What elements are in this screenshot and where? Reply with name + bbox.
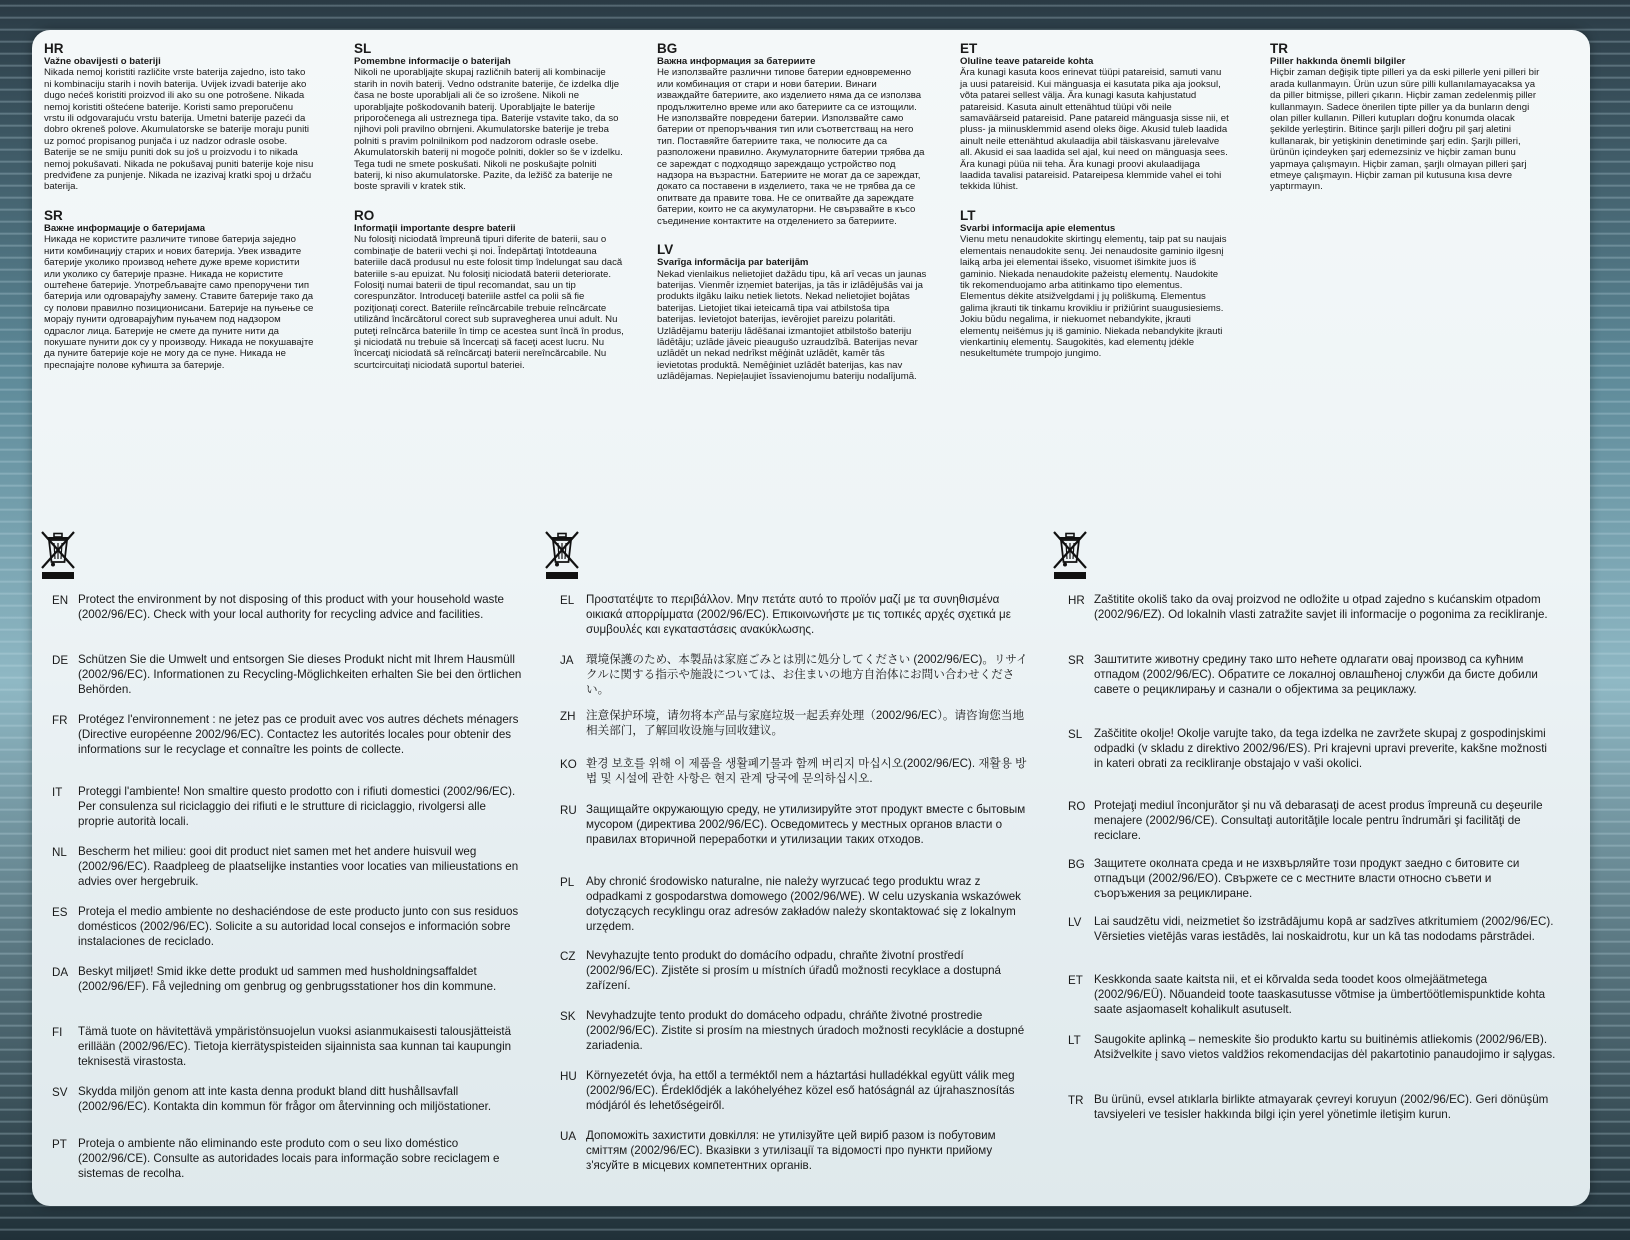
battery-column-5 (1270, 42, 1540, 209)
recycling-text: Saugokite aplinką – nemeskite šio produkto kartu su buitinėmis atliekomis (2002/96/EB). Atsižvelkite į savo vietos valdžios rekomendacijas dėl pakartotinio panaudojimo ir sąlygas. (1094, 1033, 1556, 1061)
recycling-row-nl (52, 844, 522, 904)
battery-text: Nekad vienlaikus nelietojiet dažādu tipu, kā arī vecas un jaunas baterijas. Vienmēr izņemiet baterijas, ja tās ir izlādējušās vai ja produkts ilgāku laiku netiek lietots. Nekad nelietojiet bojātas baterijas. Lietojiet tikai ieteicamā tipa vai atbilstoša tipa baterijas. Ievietojot baterijas, ievērojiet pareizu polaritāti. Uzlādējamu bateriju lādēšanai izmantojiet atbilstošo bateriju lādētāju; uzlāde jāveic pieaugušo uzraudzībā. Baterijas nevar uzlādēt un nekad nedrīkst mēģināt uzlādēt, kamēr tās ievietotas produktā. Nemēģiniet uzlādēt baterijas, kas nav uzlādējamas. Nepieļaujiet īssavienojumu bateriju nodalījumā. (657, 268, 927, 383)
language-code: HU (560, 1070, 577, 1083)
recycling-row-ru (560, 802, 1030, 874)
recycling-row-hu (560, 1068, 1030, 1128)
battery-block-tr (1270, 42, 1540, 193)
battery-text: Nu folosiţi niciodată împreună tipuri diferite de baterii, sau o combinaţie de baterii vechi şi noi. Îndepărtaţi întotdeauna bateriile dacă produsul nu este folosit timp îndelungat sau dacă bateriile s-au epuizat. Nu folosiţi niciodată baterii deteriorate. Folosiţi numai baterii de tipul recomandat, sau un tip corespunzător. Introduceţi bateriile astfel ca polii să fie poziţionaţi corect. Bateriile reîncărcabile trebuie reîncărcate utilizând încărcătorul corect sub supravegherea unui adult. Nu puteţi reîncărca bateriile în timp ce acestea sunt încă în produs, şi niciodată nu trebuie să încercaţi să faceţi acest lucru. Nu încercaţi niciodată să reîncărcaţi baterii nereîncărcabile. Nu scurtcircuitaţi niciodată suportul bateriei. (354, 234, 624, 371)
language-code: DA (52, 966, 69, 979)
battery-block-hr (44, 42, 314, 193)
language-code: NL (52, 846, 67, 859)
recycling-text: Заштитите животну средину тако што нећете одлагати овај производ са кућним отпадом (2002/96/EC). Обратите се локалној овлашћеној служби да бисте добили савете о рециклирању и сазнали о објектима за рециклажу. (1094, 653, 1538, 696)
recycling-text: Proteja o ambiente não eliminando este produto com o seu lixo doméstico (2002/96/CE). Consulte as autoridades locais para informação sobre reciclagem e sistemas de recolha. (78, 1137, 500, 1180)
recycling-text: Προστατέψτε το περιβάλλον. Μην πετάτε αυτό το προϊόν μαζί με τα συνηθισμένα οικιακά απορρίμματα (2002/96/EC). Επικοινωνήστε με τις τοπικές αρχές σχετικά με συμβουλές και εγκαταστάσεις ανακύκλωσης. (586, 593, 1011, 636)
battery-text: Ära kunagi kasuta koos erinevat tüüpi patareisid, samuti vanu ja uusi patareisid. Kui mänguasja ei kasutata pika aja jooksul, võta patarei sellest välja. Ära kunagi kasuta kahjustatud patareisid. Kasuta ainult ettenähtud tüüpi või neile samaväärseid patareisid. Pane patareid mänguasja sisse nii, et pluss- ja miinusklemmid asend oleks õige. Akusid tuleb laadida ainult neile ettenähtud akulaadija abil täiskasvanu järelevalve all. Akusid ei saa laadida sel ajal, kui need on mänguasja sees. Ära kunagi püüa nii teha. Ära kunagi proovi akulaadijaga laadida tavalisi patareisid. Patareipesa klemmide vahel ei tohi tekkida lühist. (960, 67, 1229, 193)
language-code: SK (560, 1010, 576, 1023)
battery-block-ro (354, 209, 624, 371)
language-code: CZ (560, 950, 576, 963)
language-code: SR (1068, 654, 1085, 667)
recycling-row-sl (1068, 726, 1558, 798)
recycling-text: Защитете околната среда и не изхвърляйте този продукт заедно с битовите си отпадъци (2002/96/EO). Свържете се с местните власти относно съвети и съоръжения за рециклиране. (1094, 857, 1520, 900)
language-code: JA (560, 654, 574, 667)
language-code: SR (44, 207, 63, 223)
recycling-row-ro (1068, 798, 1558, 856)
battery-text: Nikoli ne uporabljajte skupaj različnih baterij ali kombinacije starih in novih baterij. Vedno odstranite baterije, če izdelka dlje časa ne boste uporabljali ali če so izrošene. Nikoli ne uporabljajte poškodovanih baterij. Uporabljajte le baterije priporočenega ali ustreznega tipa. Baterije vstavite tako, da so njihovi poli pravilno obrnjeni. Akumulatorske baterije je treba polniti s pravim polnilnikom pod nadzorom odrasle osebe. Akumulatorskih baterij ni mogoče polniti, dokler so še v izdelku. Tega tudi ne smete poskušati. Nikoli ne poskušajte polniti baterij, ki niso akumulatorske. Pazite, da ležišč za baterije ne boste spravili v kratek stik. (354, 67, 623, 193)
battery-block-sr (44, 209, 314, 371)
recycling-row-lv (1068, 914, 1558, 972)
recycling-text: Keskkonda saate kaitsta nii, et ei kõrvalda seda toodet koos olmejäätmetega (2002/96/EÜ). Nõuandeid toote taaskasutusse võtmise ja ümbertöötlemispunktide kohta saate asjaomaselt kohalikult asutuselt. (1094, 973, 1546, 1016)
language-code: FI (52, 1026, 63, 1039)
language-code: RU (560, 804, 577, 817)
recycling-row-es (52, 904, 522, 964)
language-code: HR (1068, 594, 1085, 607)
recycling-text: 環境保護のため、本製品は家庭ごみとは別に処分してください (2002/96/EC)。リサイクルに関する指示や施設については、お住まいの地方自治体にお問い合わせください。 (586, 653, 1028, 696)
recycling-row-da (52, 964, 522, 1024)
language-code: HR (44, 41, 64, 56)
battery-block-sl (354, 42, 624, 193)
recycling-text: Beskyt miljøet! Smid ikke dette produkt ud sammen med husholdningsaffaldet (2002/96/EF). Få vejledning om genbrug og genbrugsstationer hos din kommune. (78, 965, 497, 993)
language-code: BG (1068, 858, 1085, 871)
recycling-text: 환경 보호를 위해 이 제품을 생활폐기물과 함께 버리지 마십시오(2002/96/EC). 재활용 방법 및 시설에 관한 사항은 현지 관계 당국에 문의하십시오. (586, 757, 1027, 785)
language-code: TR (1270, 41, 1288, 56)
recycling-text: Lai saudzētu vidi, neizmetiet šo izstrādājumu kopā ar sadzīves atkritumiem (2002/96/EC). Vērsieties vietējās varas iestādēs, lai noskaidrotu, kur un kā tas nododams pārstrādei. (1094, 915, 1554, 943)
recycling-text: Aby chronić środowisko naturalne, nie należy wyrzucać tego produktu wraz z odpadkami z gospodarstwa domowego (2002/96/WE). W celu uzyskania wskazówek dotyczących recyklingu oraz adresów zakładów należy skontaktować się z lokalnym urzędem. (586, 875, 1021, 933)
language-code: KO (560, 758, 577, 771)
battery-heading: Piller hakkında önemli bilgiler (1270, 56, 1406, 67)
battery-heading: Svarbi informacija apie elementus (960, 222, 1116, 234)
language-code: SV (52, 1086, 68, 1099)
recycling-row-ja (560, 652, 1030, 708)
recycling-text: Допоможіть захистити довкілля: не утилізуйте цей виріб разом із побутовим сміттям (2002/96/EC). Вказівки з утилізації та відомості про пункти прийому з'ясуйте в місцевих компетентних органів. (586, 1129, 996, 1172)
language-code: LV (1068, 916, 1082, 929)
recycling-row-fi (52, 1024, 522, 1084)
recycling-text: Protégez l'environnement : ne jetez pas ce produit avec vos autres déchets ménagers (Directive européenne 2002/96/EC). Contactez les autorités locales pour obtenir des informations sur le recyclage et connaître les points de collecte. (78, 713, 519, 756)
language-code: DE (52, 654, 69, 667)
battery-text: Hiçbir zaman değişik tipte pilleri ya da eski pillerle yeni pilleri bir arada kullanmayın. Ürün uzun süre pilli kullanılamayacaksa ya da piller bitmişse, pilleri çıkarın. Hiçbir zaman zedelenmiş piller kullanmayın. Sadece önerilen tipte piller ya da bunların dengi olan piller kullanın. Pilleri kutupları doğru konumda olacak şekilde yerleştirin. Bitince şarjlı pilleri doğru pil şarj aletini kullanarak, bir yetişkinin denetiminde şarj edin. Şarjlı pilleri, ürünün içindeyken şarj edemezsiniz ve hiçbir zaman bunu yapmaya çalışmayın. Hiçbir zaman, şarjlı olmayan pilleri şarj etmeye çalışmayın. Hiçbir zaman pil kutusuna kısa devre yaptırmayın. (1270, 67, 1540, 193)
recycling-text: Bescherm het milieu: gooi dit product niet samen met het andere huisvuil weg (2002/96/EC). Raadpleeg de plaatselijke instanties voor locaties van milieustations en advies over hergebruik. (78, 845, 519, 888)
language-code: SL (354, 41, 372, 56)
battery-heading: Pomembne informacije o baterijah (354, 56, 511, 67)
recycling-text: 注意保护环境，请勿将本产品与家庭垃圾一起丢弃处理（2002/96/EC）。请咨询您当地相关部门，了解回收设施与回收建议。 (586, 709, 1025, 737)
language-code: UA (560, 1130, 577, 1143)
recycling-row-tr (1068, 1092, 1558, 1144)
battery-heading: Важна информация за батериите (657, 56, 816, 67)
language-code: ES (52, 906, 68, 919)
recycling-row-lt (1068, 1032, 1558, 1092)
crossed-out-wheelie-bin-icon (1050, 528, 1090, 580)
instruction-sheet (32, 30, 1590, 1206)
battery-column-4 (960, 42, 1230, 376)
recycling-text: Zaščitite okolje! Okolje varujte tako, da tega izdelka ne zavržete skupaj z gospodinjskimi odpadki (v skladu z direktivo 2002/96/ES). Pri krajevni upravi preverite, kakšne možnosti in kateri obrati za recikliranje obstajajo v vaši okolici. (1094, 727, 1548, 770)
recycling-text: Nevyhazujte tento produkt do domácího odpadu, chraňte životní prostředí (2002/96/EC). Zjistěte si prosím u místních úřadů možnosti recyklace a dostupná zařízení. (586, 949, 1001, 992)
recycling-text: Tämä tuote on hävitettävä ympäristönsuojelun vuoksi asianmukaisesti talousjätteistä erillään (2002/96/EC). Tietoja kierrätyspisteiden sijainnista saa kunnan tai kaupungin teknisestä virastosta. (78, 1025, 512, 1068)
battery-block-lt (960, 209, 1230, 360)
battery-block-lv (657, 243, 927, 382)
recycling-column-2 (560, 592, 1030, 1180)
battery-block-bg (657, 42, 927, 227)
battery-text: Vienu metu nenaudokite skirtingų elementų, taip pat su naujais elementais nenaudokite senų. Jei nenaudosite gaminio ilgesnį laiką arba jei elementai išseko, visuomet išimkite juos iš gaminio. Niekada nenaudokite pažeistų elementų. Naudokite tik rekomenduojamo arba atitinkamo tipo elementus. Elementus dėkite atsižvelgdami į jų poliškumą. Elementus galima įkrauti tik tinkamu krovikliu ir prižiūrint suaugusiesiems. Jokiu būdu negalima, ir niekuomet nebandykite, įkrauti elementų neišėmus jų iš gaminio. Niekada nebandykite įkrauti vienkartinių elementų. Saugokitės, kad elementų įdėkle nesukeltumėte trumpojo jungimo. (960, 234, 1227, 360)
recycling-row-fr (52, 712, 522, 784)
recycling-text: Nevyhadzujte tento produkt do domáceho odpadu, chráňte životné prostredie (2002/96/EC). Zistite si prosím na miestnych úradoch možnosti recyklácie a dostupné zariadenia. (586, 1009, 1025, 1052)
recycling-text: Zaštitite okoliš tako da ovaj proizvod ne odložite u otpad zajedno s kućanskim otpadom (2002/96/EZ). Od lokalnih vlasti zatražite savjet ili informacije o pogonima za recikliranje. (1094, 593, 1548, 621)
recycling-row-et (1068, 972, 1558, 1032)
language-code: PL (560, 876, 575, 889)
language-code: RO (1068, 800, 1086, 813)
battery-block-et (960, 42, 1230, 193)
recycling-text: Schützen Sie die Umwelt und entsorgen Sie dieses Produkt nicht mit Ihrem Hausmüll (2002/96/EC). Informationen zu Recycling-Möglichkeiten erhalten Sie bei den örtlichen Behörden. (78, 653, 522, 696)
recycling-row-ko (560, 756, 1030, 802)
recycling-text: Proteja el medio ambiente no deshaciéndose de este producto junto con sus residuos domésticos (2002/96/EC). Solicite a su autoridad local consejos e información sobre instalaciones de reciclado. (78, 905, 519, 948)
recycling-text: Környezetét óvja, ha ettől a terméktől nem a háztartási hulladékkal együtt válik meg (2002/96/EC). Érdeklődjék a lakóhelyéhez közel eső hatóságnál az újrahasznosítás módjáról és lehetőségeiről. (586, 1069, 1015, 1112)
battery-heading: Важне информације о батеријама (44, 222, 206, 234)
language-code: EL (560, 594, 575, 607)
language-code: ET (1068, 974, 1083, 987)
crossed-out-wheelie-bin-icon (542, 528, 582, 580)
battery-column-3 (657, 42, 927, 399)
recycling-text: Skydda miljön genom att inte kasta denna produkt bland ditt hushållsavfall (2002/96/EC). Kontakta din kommun för frågor om återvinning och miljöstationer. (78, 1085, 492, 1113)
recycling-row-de (52, 652, 522, 712)
battery-heading: Informaţii importante despre baterii (354, 222, 516, 234)
language-code: LT (960, 207, 976, 223)
recycling-row-sk (560, 1008, 1030, 1068)
battery-column-2 (354, 42, 624, 387)
language-code: BG (657, 41, 678, 56)
recycling-row-ua (560, 1128, 1030, 1180)
battery-column-1 (44, 42, 314, 387)
recycling-row-en (52, 592, 522, 652)
recycling-column-1 (52, 592, 522, 1188)
battery-text: Не използвайте различни типове батерии едновременно или комбинация от стари и нови батерии. Винаги изваждайте батериите, ако изделието няма да се използва продължително време или ако батериите са се изтощили. Не използвайте повредени батерии. Използвайте само батерии от препоръчвания тип или съответстващ на него тип. Поставяйте батериите така, че полюсите да са разположени правилно. Акумулаторните батерии трябва да се зареждат с подходящо зареждащо устройство под надзора на възрастни. Батериите не могат да се зареждат, докато са поставени в изделието, така че не трябва да се опитвате да правите това. Не се опитвайте да зареждате батерии, които не са акумулаторни. Не свързвайте в късо съединение контактите на отделението за батериите. (657, 67, 925, 227)
language-code: SL (1068, 728, 1083, 741)
battery-heading: Olulîne teave patareide kohta (960, 56, 1094, 67)
battery-text: Никада не користите различите типове батерија заједно нити комбинацију старих и нових батерија. Увек извадите батерије уколико производ нећете дуже време користити или уколико су батерије празне. Никада не користите оштећене батерије. Употребљавајте само препоручени тип батерија или одговарајућу замену. Ставите батерије тако да су полови правилно позиционисани. Батерије на пуњење се морају пунити одговарајућим пуњачем под надзором одраслог лица. Батерије не смете да пуните нити да покушате пунити док су у производу. Никада не покушавајте да пуните батерије које не могу да се пуне. Никада не преспајајте полове кућишта за батерије. (44, 234, 314, 371)
battery-heading: Svarīga informācija par baterijām (657, 257, 809, 269)
recycling-row-pt (52, 1136, 522, 1188)
battery-text: Nikada nemoj koristiti različite vrste baterija zajedno, isto tako ni kombinaciju starih i novih baterija. Uvijek izvadi baterije ako dugo nećeš koristiti proizvod ili ako su one potrošene. Nikada nemoj koristiti oštećene baterije. Koristi samo preporučenu vrstu ili odgovarajuću vrstu baterija. Umetni baterije pazeći da dobro okreneš polove. Akumulatorske se baterije moraju puniti uz pomoć propisanog punjača i uz nadzor odrasle osobe. Baterije se ne smiju puniti dok su još u proizvodu i to nikada nemoj pokušavati. Nikada ne pokušavaj puniti baterije koje nisu predviđene za punjenje. Nikada ne izazivaj kratki spoj u držaču baterija. (44, 67, 314, 193)
recycling-row-pl (560, 874, 1030, 948)
language-code: FR (52, 714, 68, 727)
recycling-row-cz (560, 948, 1030, 1008)
language-code: TR (1068, 1094, 1084, 1107)
recycling-row-it (52, 784, 522, 844)
language-code: ET (960, 41, 978, 56)
recycling-text: Защищайте окружающую среду, не утилизируйте этот продукт вместе с бытовым мусором (директива 2002/96/EC). Осведомитесь у местных органов власти о правилах вторичной переработки и утилизации таких отходов. (586, 803, 1026, 846)
recycling-row-zh (560, 708, 1030, 756)
language-code: LV (657, 242, 674, 258)
recycling-row-sr (1068, 652, 1558, 726)
language-code: ZH (560, 710, 576, 723)
recycling-text: Protejaţi mediul înconjurător şi nu vă debarasaţi de acest produs împreună cu deşeurile menajere (2002/96/CE). Consultaţi autorităţile locale pentru îndrumări şi facilităţi de reciclare. (1094, 799, 1543, 842)
recycling-text: Proteggi l'ambiente! Non smaltire questo prodotto con i rifiuti domestici (2002/96/EC). Per consulenza sul riciclaggio dei rifiuti e le strutture di riciclaggio, rivolgersi alle proprie autorità locali. (78, 785, 516, 828)
recycling-row-bg (1068, 856, 1558, 914)
recycling-row-sv (52, 1084, 522, 1136)
recycling-text: Bu ürünü, evsel atıklarla birlikte atmayarak çevreyi koruyun (2002/96/EC). Geri dönüşüm tavsiyeleri ve tesisler hakkında bilgi için yerel yönetimle iletişim kurun. (1094, 1093, 1549, 1121)
crossed-out-wheelie-bin-icon (38, 528, 78, 580)
recycling-text: Protect the environment by not disposing of this product with your household waste (2002/96/EC). Check with your local authority for recycling advice and facilities. (78, 593, 504, 621)
recycling-row-el (560, 592, 1030, 652)
language-code: LT (1068, 1034, 1081, 1047)
language-code: IT (52, 786, 63, 799)
language-code: EN (52, 594, 69, 607)
recycling-row-hr (1068, 592, 1558, 652)
battery-heading: Važne obavijesti o bateriji (44, 56, 161, 67)
language-code: PT (52, 1138, 67, 1151)
recycling-column-3 (1068, 592, 1558, 1144)
language-code: RO (354, 207, 375, 223)
